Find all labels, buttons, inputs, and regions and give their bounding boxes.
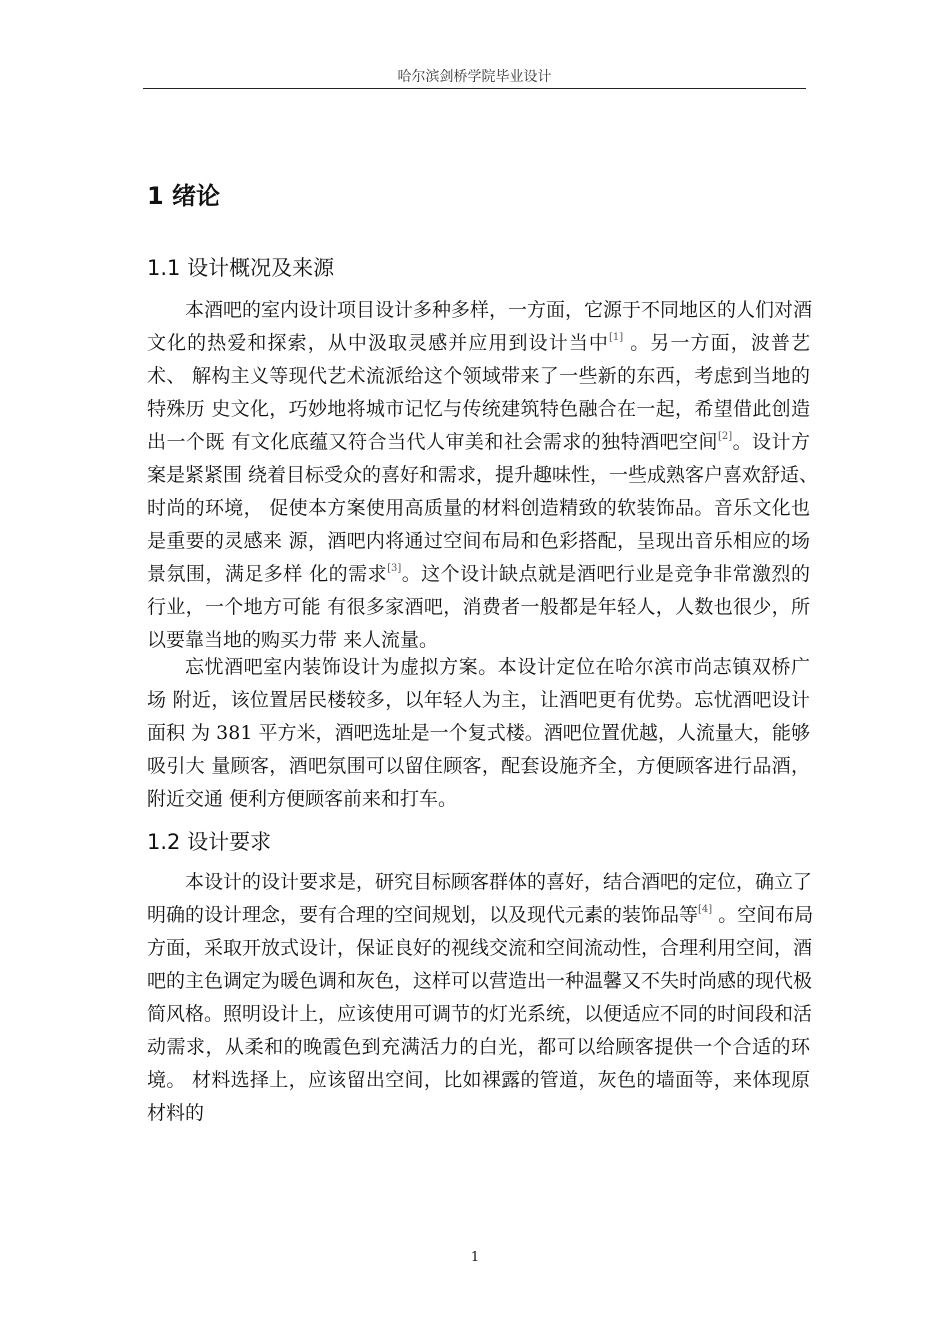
text-line [147, 932, 813, 965]
text-line [147, 1031, 810, 1064]
text-line [147, 591, 810, 624]
text-run: 本设计的设计要求是，研究目标顾客群体的喜好，结合酒吧的定位，确立了 [185, 871, 813, 893]
text-line [147, 965, 813, 998]
text-run: 附近交通 便利方便顾客前来和打车。 [147, 788, 458, 810]
running-header: 哈尔滨剑桥学院毕业设计 [397, 69, 552, 85]
text-run: 案是紧紧围 绕着目标受众的喜好和需求，提升趣味性，一些成熟客户喜欢舒适、 [147, 464, 819, 486]
text-line [147, 525, 810, 558]
text-line [147, 684, 810, 717]
text-line [147, 426, 810, 459]
text-run: 吸引大 量顾客，酒吧氛围可以留住顾客，配套设施齐全，方便顾客进行品酒， [147, 755, 810, 777]
text-run: 特殊历 史文化，巧妙地将城市记忆与传统建筑特色融合在一起，希望借此创造 [147, 398, 810, 420]
text-run: 动需求，从柔和的晚霞色到充满活力的白光，都可以给顾客提供一个合适的环 [147, 1036, 810, 1058]
text-line [147, 492, 810, 525]
text-run: 。这个设计缺点就是酒吧行业是竞争非常激烈的 [401, 563, 810, 585]
text-run: 。空间布局 [712, 904, 814, 926]
text-line [147, 558, 810, 591]
paragraph [147, 294, 819, 657]
text-line [147, 651, 810, 684]
text-line [147, 750, 810, 783]
text-run: 简风格。照明设计上，应该使用可调节的灯光系统，以便适应不同的时间段和活 [147, 1003, 813, 1025]
text-run: 吧的主色调定为暖色调和灰色，这样可以营造出一种温馨又不失时尚感的现代极 [147, 970, 813, 992]
text-run: 本酒吧的室内设计项目设计多种多样，一方面，它源于不同地区的人们对酒 [185, 299, 813, 321]
section-title-1-1: 1.1 设计概况及来源 [147, 256, 335, 280]
paragraph [147, 866, 814, 1130]
text-line [147, 1064, 810, 1097]
text-run: 出一个既 有文化底蕴又符合当代人审美和社会需求的独特酒吧空间 [147, 431, 718, 453]
text-run: 明确的设计理念，要有合理的空间规划，以及现代元素的装饰品等 [147, 904, 699, 926]
text-line [147, 360, 810, 393]
text-run: 时尚的环境， 促使本方案使用高质量的材料创造精致的软装饰品。音乐文化也 [147, 497, 810, 519]
text-line [147, 998, 813, 1031]
text-run: 。另一方面，波普艺 [623, 332, 810, 354]
text-run: 面积 为 381 平方米，酒吧选址是一个复式楼。酒吧位置优越，人流量大，能够 [147, 722, 810, 744]
text-run: 景氛围，满足多样 化的需求 [147, 563, 388, 585]
text-run: 文化的热爱和探索，从中汲取灵感并应用到设计当中 [147, 332, 609, 354]
page-number: 1 [470, 1250, 480, 1265]
text-run: 术、 解构主义等现代艺术流派给这个领域带来了一些新的东西，考虑到当地的 [147, 365, 810, 387]
section-title-1-2: 1.2 设计要求 [147, 830, 272, 854]
citation-ref: [2] [717, 431, 733, 442]
text-line [147, 459, 819, 492]
text-run: 行业，一个地方可能 有很多家酒吧，消费者一般都是年轻人，人数也很少，所 [147, 596, 810, 618]
text-line [147, 327, 810, 360]
text-run: 。设计方 [732, 431, 810, 453]
text-run: 材料的 [147, 1102, 205, 1124]
paragraph [147, 651, 810, 816]
text-run: 方面，采取开放式设计，保证良好的视线交流和空间流动性，合理利用空间，酒 [147, 937, 813, 959]
text-line [147, 1097, 810, 1130]
citation-ref: [4] [698, 904, 713, 915]
text-run: 是重要的灵感来 源，酒吧内将通过空间布局和色彩搭配，呈现出音乐相应的场 [147, 530, 810, 552]
text-line [147, 717, 810, 750]
citation-ref: [1] [609, 332, 624, 343]
text-line [147, 899, 814, 932]
text-run: 忘忧酒吧室内装饰设计为虚拟方案。本设计定位在哈尔滨市尚志镇双桥广 [185, 656, 810, 678]
text-run: 以要靠当地的购买力带 来人流量。 [147, 629, 439, 651]
text-line [147, 294, 813, 327]
text-line [147, 783, 810, 816]
chapter-title: 1 绪论 [147, 182, 221, 210]
text-run: 境。 材料选择上，应该留出空间，比如裸露的管道，灰色的墙面等，来体现原 [147, 1069, 810, 1091]
text-run: 场 附近，该位置居民楼较多，以年轻人为主，让酒吧更有优势。忘忧酒吧设计 [147, 689, 810, 711]
text-line [147, 866, 813, 899]
text-line [147, 393, 810, 426]
header-divider [143, 88, 806, 89]
citation-ref: [3] [387, 563, 402, 574]
